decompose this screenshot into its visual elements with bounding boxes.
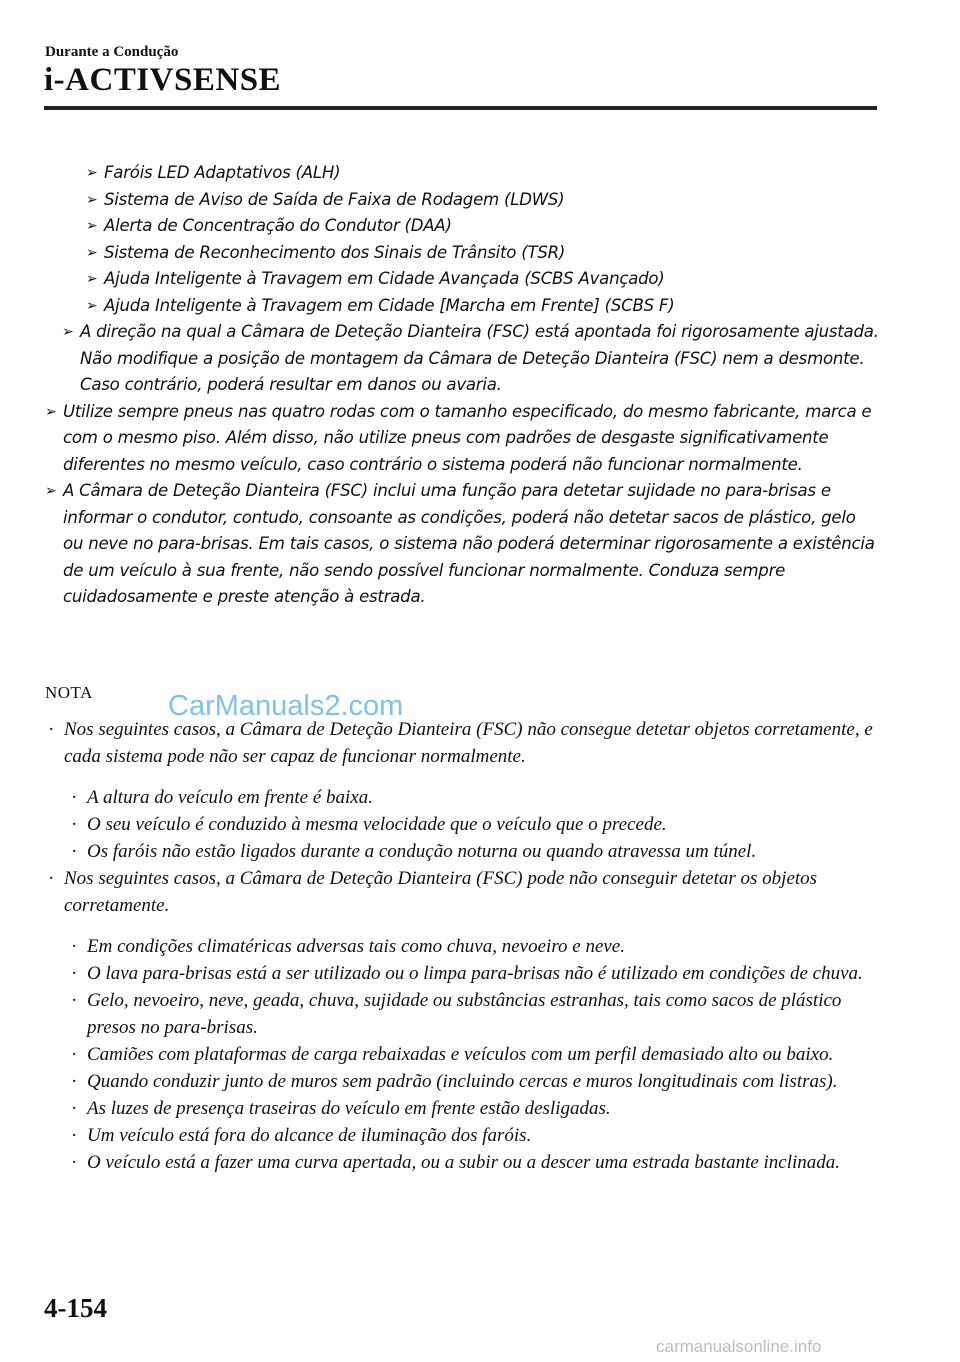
footer-watermark: carmanualsonline.info	[656, 1337, 822, 1356]
caution-item-text: Alerta de Concentração do Condutor (DAA)	[104, 216, 452, 235]
nota-item	[68, 987, 885, 1041]
nota-item-text: Os faróis não estão ligados durante a condução noturna ou quando atravessa um túnel.	[87, 841, 757, 862]
nota-item	[68, 1122, 885, 1149]
dot-bullet-icon: ·	[71, 1071, 78, 1092]
caution-item-text: Ajuda Inteligente à Travagem em Cidade Avançada (SCBS Avançado)	[104, 269, 665, 288]
dot-bullet-icon: ·	[71, 814, 78, 835]
nota-item-text: As luzes de presença traseiras do veículo em frente estão desligadas.	[87, 1098, 611, 1119]
page-number: 4-154	[44, 1293, 107, 1323]
nota-item-text: Quando conduzir junto de muros sem padrão (incluindo cercas e muros longitudinais com listras).	[87, 1071, 838, 1092]
caution-item	[86, 187, 880, 214]
nota-item	[45, 865, 885, 919]
caution-item-text: Faróis LED Adaptativos (ALH)	[104, 163, 341, 182]
caution-item	[45, 399, 880, 479]
arrow-bullet-icon: ➢	[86, 271, 98, 287]
dot-bullet-icon: ·	[71, 1125, 78, 1146]
caution-list	[45, 160, 880, 611]
caution-item	[62, 319, 880, 399]
section-label: Durante a Condução	[45, 44, 179, 60]
arrow-bullet-icon: ➢	[86, 165, 98, 181]
dot-bullet-icon: ·	[71, 1098, 78, 1119]
caution-item-text: Utilize sempre pneus nas quatro rodas com o tamanho especificado, do mesmo fabricante, marca e com o mesmo piso. Além disso, não utilize pneus com padrões de desgaste significativamente diferentes no mesmo veículo, caso contrário o sistema poderá não funcionar normalmente.	[63, 401, 872, 474]
nota-item-text: Nos seguintes casos, a Câmara de Deteção Dianteira (FSC) pode não conseguir detetar os objetos corretamente.	[64, 868, 818, 916]
nota-list	[45, 716, 885, 1176]
nota-item	[68, 784, 885, 811]
nota-item-text: Um veículo está fora do alcance de iluminação dos faróis.	[87, 1125, 532, 1146]
caution-item-text: A Câmara de Deteção Dianteira (FSC) inclui uma função para detetar sujidade no para-brisas e informar o condutor, contudo, consoante as condições, poderá não detetar sacos de plástico, gelo ou neve no para-brisas. Em tais casos, o sistema não poderá determinar rigorosamente a existência de um veículo à sua frente, não sendo possível funcionar normalmente. Conduza sempre cuidadosamente e preste atenção à estrada.	[63, 481, 875, 606]
nota-item-text: Nos seguintes casos, a Câmara de Deteção Dianteira (FSC) não consegue detetar objetos corretamente, e cada sistema pode não ser capaz de funcionar normalmente.	[64, 719, 873, 767]
caution-item	[86, 213, 880, 240]
nota-item	[68, 1149, 885, 1176]
dot-bullet-icon: ·	[71, 841, 78, 862]
nota-item	[68, 1068, 885, 1095]
dot-bullet-icon: ·	[71, 787, 78, 808]
nota-item-text: O lava para-brisas está a ser utilizado ou o limpa para-brisas não é utilizado em condições de chuva.	[87, 963, 863, 984]
caution-item-text: A direção na qual a Câmara de Deteção Dianteira (FSC) está apontada foi rigorosamente ajustada. Não modifique a posição de montagem da Câmara de Deteção Dianteira (FSC) nem a desmonte. Caso contrário, poderá resultar em danos ou avaria.	[80, 322, 879, 394]
nota-item	[68, 838, 885, 865]
caution-item	[45, 478, 880, 611]
nota-item-text: Em condições climatéricas adversas tais como chuva, nevoeiro e neve.	[87, 936, 625, 957]
arrow-bullet-icon: ➢	[45, 403, 57, 420]
nota-item-text: A altura do veículo em frente é baixa.	[87, 787, 373, 808]
arrow-bullet-icon: ➢	[86, 244, 98, 261]
chapter-title: i-ACTIVSENSE	[44, 62, 282, 98]
caution-item-text: Ajuda Inteligente à Travagem em Cidade [Marcha em Frente] (SCBS F)	[104, 295, 675, 315]
dot-bullet-icon: ·	[48, 868, 55, 889]
caution-item-text: Sistema de Aviso de Saída de Faixa de Rodagem (LDWS)	[104, 189, 565, 209]
arrow-bullet-icon: ➢	[86, 191, 98, 208]
nota-item	[68, 811, 885, 838]
dot-bullet-icon: ·	[71, 963, 78, 984]
caution-item-text: Sistema de Reconhecimento dos Sinais de Trânsito (TSR)	[104, 242, 566, 262]
nota-item-text: Camiões com plataformas de carga rebaixadas e veículos com um perfil demasiado alto ou baixo.	[87, 1044, 834, 1065]
nota-item-text: Gelo, nevoeiro, neve, geada, chuva, sujidade ou substâncias estranhas, tais como sacos de plástico presos no para-brisas.	[87, 990, 842, 1038]
dot-bullet-icon: ·	[71, 990, 78, 1011]
dot-bullet-icon: ·	[71, 1044, 78, 1065]
arrow-bullet-icon: ➢	[62, 324, 74, 340]
arrow-bullet-icon: ➢	[86, 218, 98, 234]
nota-item	[45, 716, 885, 770]
nota-item	[68, 1041, 885, 1068]
nota-label: NOTA	[45, 683, 93, 702]
nota-item-text: O veículo está a fazer uma curva apertada, ou a subir ou a descer uma estrada bastante inclinada.	[87, 1152, 841, 1173]
caution-item	[86, 240, 880, 267]
arrow-bullet-icon: ➢	[45, 483, 57, 499]
watermark: CarManuals2.com	[168, 690, 404, 722]
nota-item-text: O seu veículo é conduzido à mesma velocidade que o veículo que o precede.	[87, 814, 667, 835]
caution-item	[86, 293, 880, 320]
dot-bullet-icon: ·	[48, 719, 55, 740]
header-rule	[44, 106, 877, 110]
dot-bullet-icon: ·	[71, 936, 78, 957]
nota-item	[68, 933, 885, 960]
caution-item	[86, 160, 880, 187]
arrow-bullet-icon: ➢	[86, 297, 98, 314]
nota-item	[68, 960, 885, 987]
caution-item	[86, 266, 880, 293]
dot-bullet-icon: ·	[71, 1152, 78, 1173]
nota-item	[68, 1095, 885, 1122]
